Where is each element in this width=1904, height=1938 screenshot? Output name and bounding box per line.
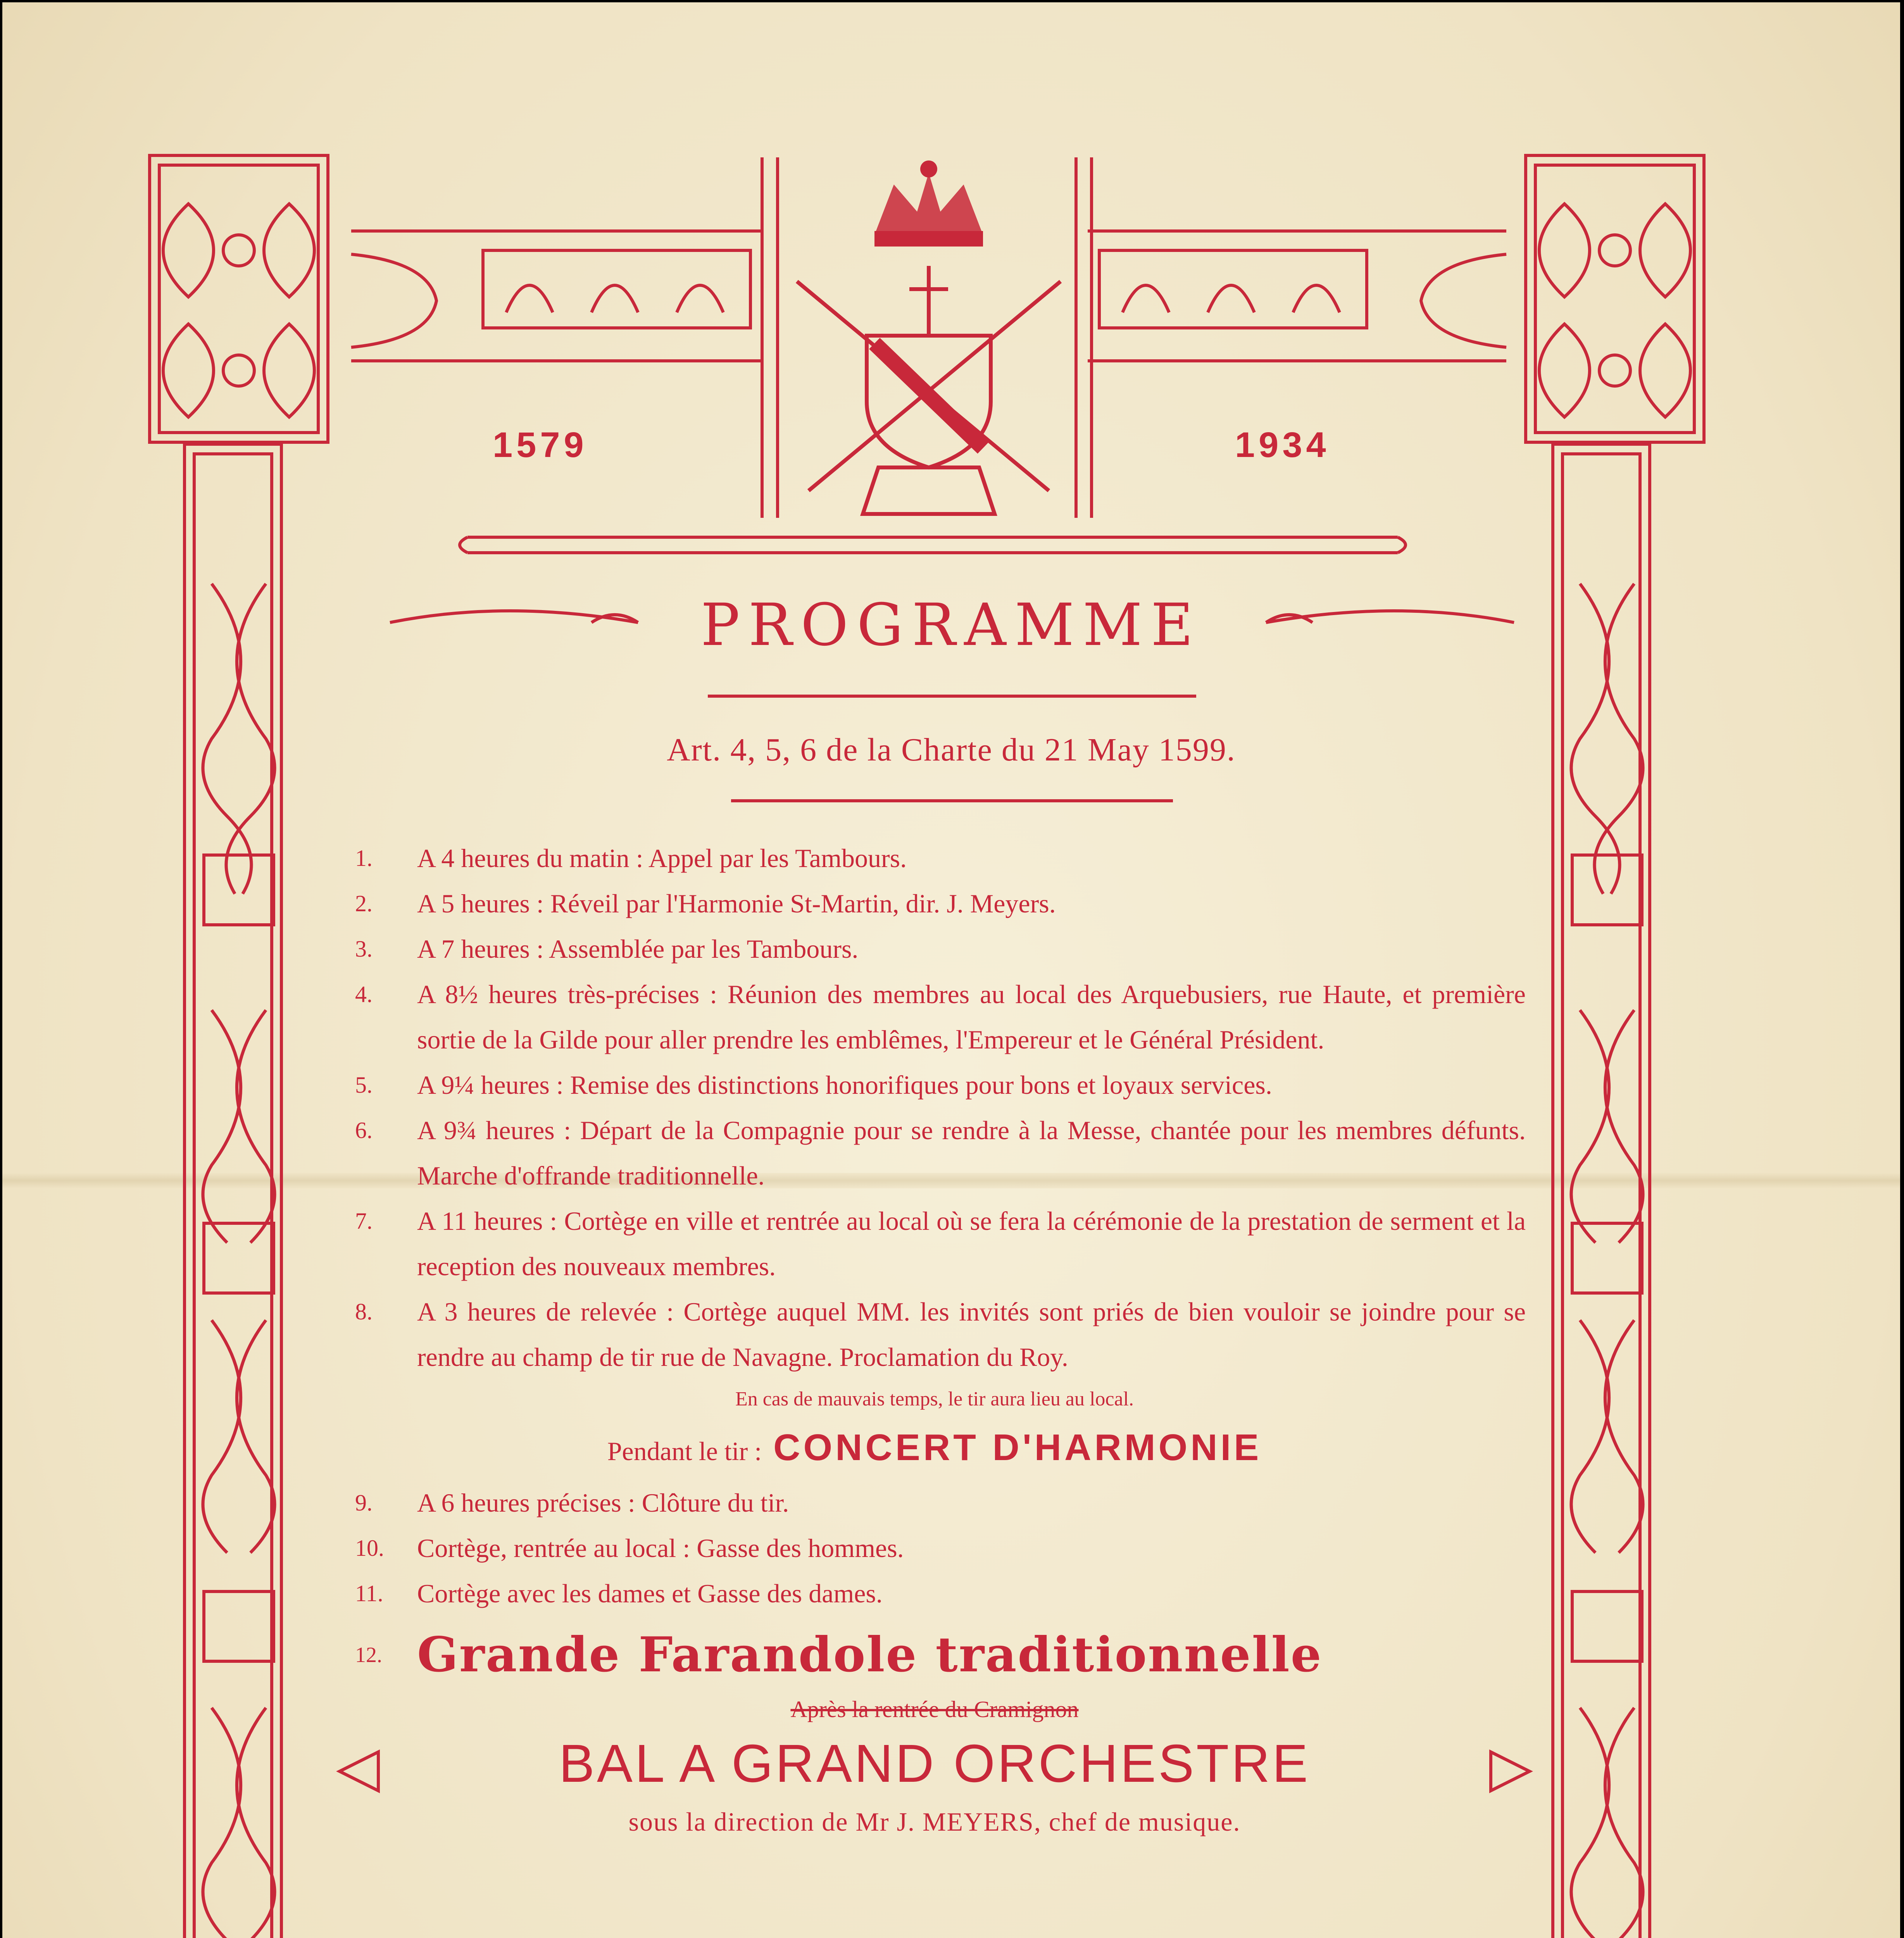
programme-item	[343, 1480, 1526, 1526]
item-number: 4.	[355, 981, 373, 1007]
right-triangle-icon	[1487, 1748, 1533, 1795]
crown-emblem	[874, 160, 983, 247]
item-number: 7.	[355, 1208, 373, 1234]
charter-subtitle: Art. 4, 5, 6 de la Charte du 21 May 1599.	[667, 732, 1236, 768]
programme-item	[343, 1198, 1526, 1289]
item-text: A 3 heures de relevée : Cortège auquel MM. les invités sont priés de bien vouloir se joindre pour se rendre au champ de tir rue de Navagne. Proclamation du Roy.	[417, 1297, 1526, 1372]
year-left: 1579	[493, 425, 588, 465]
right-column-ornament	[1553, 444, 1650, 1938]
coat-of-arms-emblem	[797, 266, 1061, 514]
programme-item	[343, 926, 1526, 972]
item-number: 8.	[355, 1299, 373, 1324]
item-number: 10.	[355, 1535, 384, 1561]
year-right: 1934	[1235, 425, 1330, 465]
farandole-item	[343, 1616, 1526, 1694]
item-text: A 6 heures précises : Clôture du tir.	[417, 1488, 789, 1517]
item-number: 11.	[355, 1581, 383, 1606]
item-number: 5.	[355, 1072, 373, 1098]
item-text: A 9¾ heures : Départ de la Compagnie pour se rendre à la Messe, chantée pour les membres défunts. Marche d'offrande traditionnelle.	[417, 1116, 1526, 1190]
item-text: A 7 heures : Assemblée par les Tambours.	[417, 934, 859, 964]
farandole-number: 12.	[355, 1643, 382, 1667]
farandole-text: Grande Farandole traditionnelle	[417, 1627, 1323, 1683]
programme-item	[343, 1108, 1526, 1198]
bal-line	[343, 1725, 1526, 1802]
item-text: A 4 heures du matin : Appel par les Tambours.	[417, 843, 907, 873]
corner-ornament-top-left	[150, 155, 328, 442]
poster-sheet	[2, 2, 1900, 1938]
item-text: A 11 heures : Cortège en ville et rentrée au local où se fera la cérémonie de la prestation de serment et la reception des nouveaux membres.	[417, 1206, 1526, 1281]
weather-note: En cas de mauvais temps, le tir aura lieu au local.	[735, 1388, 1134, 1410]
concert-line	[343, 1419, 1526, 1480]
apres-note: Après la rentrée du Cramignon	[790, 1697, 1079, 1722]
programme-list	[343, 836, 1526, 1841]
programme-item	[343, 836, 1526, 881]
programme-item	[343, 1526, 1526, 1571]
programme-item	[343, 1289, 1526, 1380]
item-text: Cortège, rentrée au local : Gasse des hommes.	[417, 1533, 904, 1563]
item-number: 9.	[355, 1490, 373, 1516]
programme-item	[343, 972, 1526, 1062]
item-text: A 5 heures : Réveil par l'Harmonie St-Martin, dir. J. Meyers.	[417, 889, 1056, 918]
item-text: A 9¼ heures : Remise des distinctions honorifiques pour bons et loyaux services.	[417, 1070, 1272, 1100]
programme-item	[343, 1571, 1526, 1616]
left-triangle-icon	[336, 1748, 382, 1795]
concert-prefix: Pendant le tir :	[607, 1436, 762, 1466]
corner-ornament-top-right	[1526, 155, 1704, 442]
bal-text: BAL A GRAND ORCHESTRE	[559, 1734, 1311, 1793]
programme-item	[343, 881, 1526, 926]
item-number: 6.	[355, 1117, 373, 1143]
left-column-ornament	[185, 444, 281, 1938]
item-text: A 8½ heures très-précises : Réunion des membres au local des Arquebusiers, rue Haute, et première sortie de la Gilde pour aller prendre les emblêmes, l'Empereur et le Général Président.	[417, 979, 1526, 1054]
direction-line: sous la direction de Mr J. MEYERS, chef de musique.	[628, 1807, 1241, 1836]
concert-label: CONCERT D'HARMONIE	[773, 1427, 1262, 1468]
programme-item	[343, 1062, 1526, 1108]
item-text: Cortège avec les dames et Gasse des dames.	[417, 1579, 883, 1608]
item-number: 3.	[355, 936, 373, 962]
item-number: 2.	[355, 891, 373, 916]
item-number: 1.	[355, 845, 373, 871]
page-title: PROGRAMME	[700, 591, 1202, 659]
